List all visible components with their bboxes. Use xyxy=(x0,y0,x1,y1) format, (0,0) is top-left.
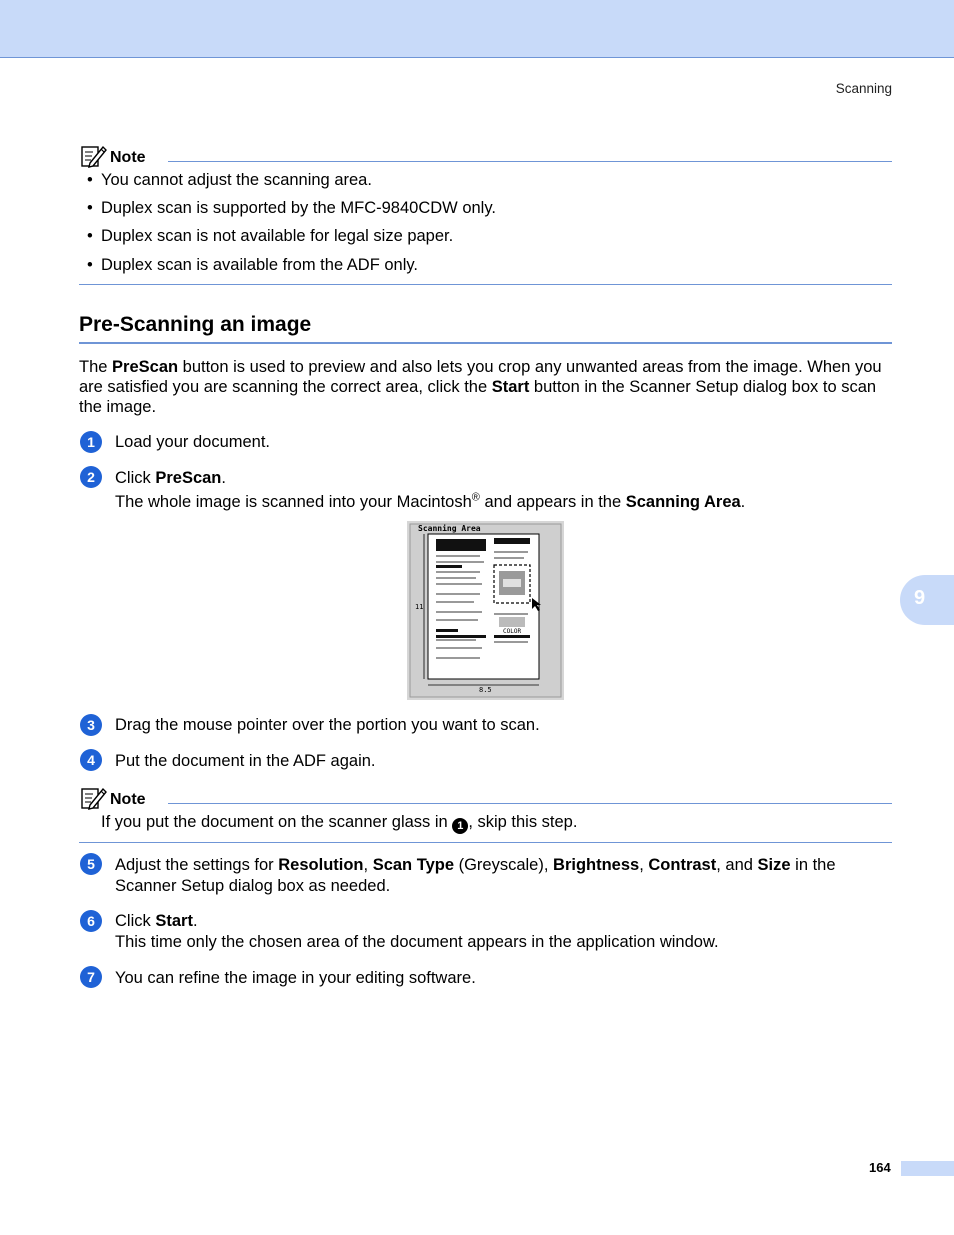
footer-bar xyxy=(901,1161,954,1176)
step-number-2: 2 xyxy=(80,466,102,488)
page-number: 164 xyxy=(869,1160,891,1175)
note-bullet: • Duplex scan is supported by the MFC-9840CDW only. xyxy=(87,199,496,217)
note-bullet: • Duplex scan is not available for legal size paper. xyxy=(87,227,454,245)
step-number-4: 4 xyxy=(80,749,102,771)
note-bottom-rule xyxy=(79,284,892,285)
header-section-label: Scanning xyxy=(835,81,892,96)
figure-title: Scanning Area xyxy=(418,524,481,533)
section-rule xyxy=(79,342,892,344)
figure-color-label: COLOR xyxy=(503,628,522,635)
note-header xyxy=(79,786,892,812)
step-number-5: 5 xyxy=(80,853,102,875)
step-number-7: 7 xyxy=(80,966,102,988)
step-1-text: Load your document. xyxy=(115,433,271,451)
step-number-6: 6 xyxy=(80,910,102,932)
note-box xyxy=(79,786,892,844)
step-4-text: Put the document in the ADF again. xyxy=(115,752,376,770)
step-7-text: You can refine the image in your editing software. xyxy=(115,969,476,987)
section-title: Pre-Scanning an image xyxy=(79,313,312,336)
note-text: If you put the document on the scanner glass in 1 , skip this step. xyxy=(101,813,578,832)
header-band xyxy=(0,0,954,58)
step-5-text: Adjust the settings for Resolution, Scan Type (Greyscale), Brightness, Contrast, and Size in the Scanner Setup dialog box as needed. xyxy=(115,856,836,895)
step-6-text: Click Start. xyxy=(115,912,198,930)
note-bullet: • You cannot adjust the scanning area. xyxy=(87,171,372,189)
note-rule xyxy=(168,161,892,162)
step-number-3: 3 xyxy=(80,714,102,736)
intro-paragraph: The PreScan button is used to preview and also lets you crop any unwanted areas from the image. When you are satisfied you are scanning the correct area, click the Start button in the Scanner Setup dialog box to scan the image. xyxy=(79,358,882,416)
note-pencil-icon xyxy=(81,786,107,810)
note-box xyxy=(79,144,892,286)
chapter-tab xyxy=(900,575,954,625)
step-2-subtext: The whole image is scanned into your Macintosh® and appears in the Scanning Area. xyxy=(115,491,746,511)
step-reference-badge: 1 xyxy=(452,818,468,834)
note-pencil-icon xyxy=(81,144,107,168)
chapter-number: 9 xyxy=(914,587,926,609)
figure-height-label: 11 xyxy=(415,603,424,611)
step-number-1: 1 xyxy=(80,431,102,453)
scanning-area-screenshot xyxy=(407,521,564,700)
note-rule xyxy=(168,803,892,804)
note-bottom-rule xyxy=(79,842,892,843)
note-bullet: • Duplex scan is available from the ADF only. xyxy=(87,256,419,274)
step-3-text: Drag the mouse pointer over the portion you want to scan. xyxy=(115,716,540,734)
note-title: Note xyxy=(110,791,146,808)
note-header xyxy=(79,144,892,170)
step-6-subtext: This time only the chosen area of the document appears in the application window. xyxy=(115,933,719,951)
step-2-text: Click PreScan. xyxy=(115,469,226,487)
figure-width-label: 8.5 xyxy=(479,686,492,694)
note-title: Note xyxy=(110,149,146,166)
